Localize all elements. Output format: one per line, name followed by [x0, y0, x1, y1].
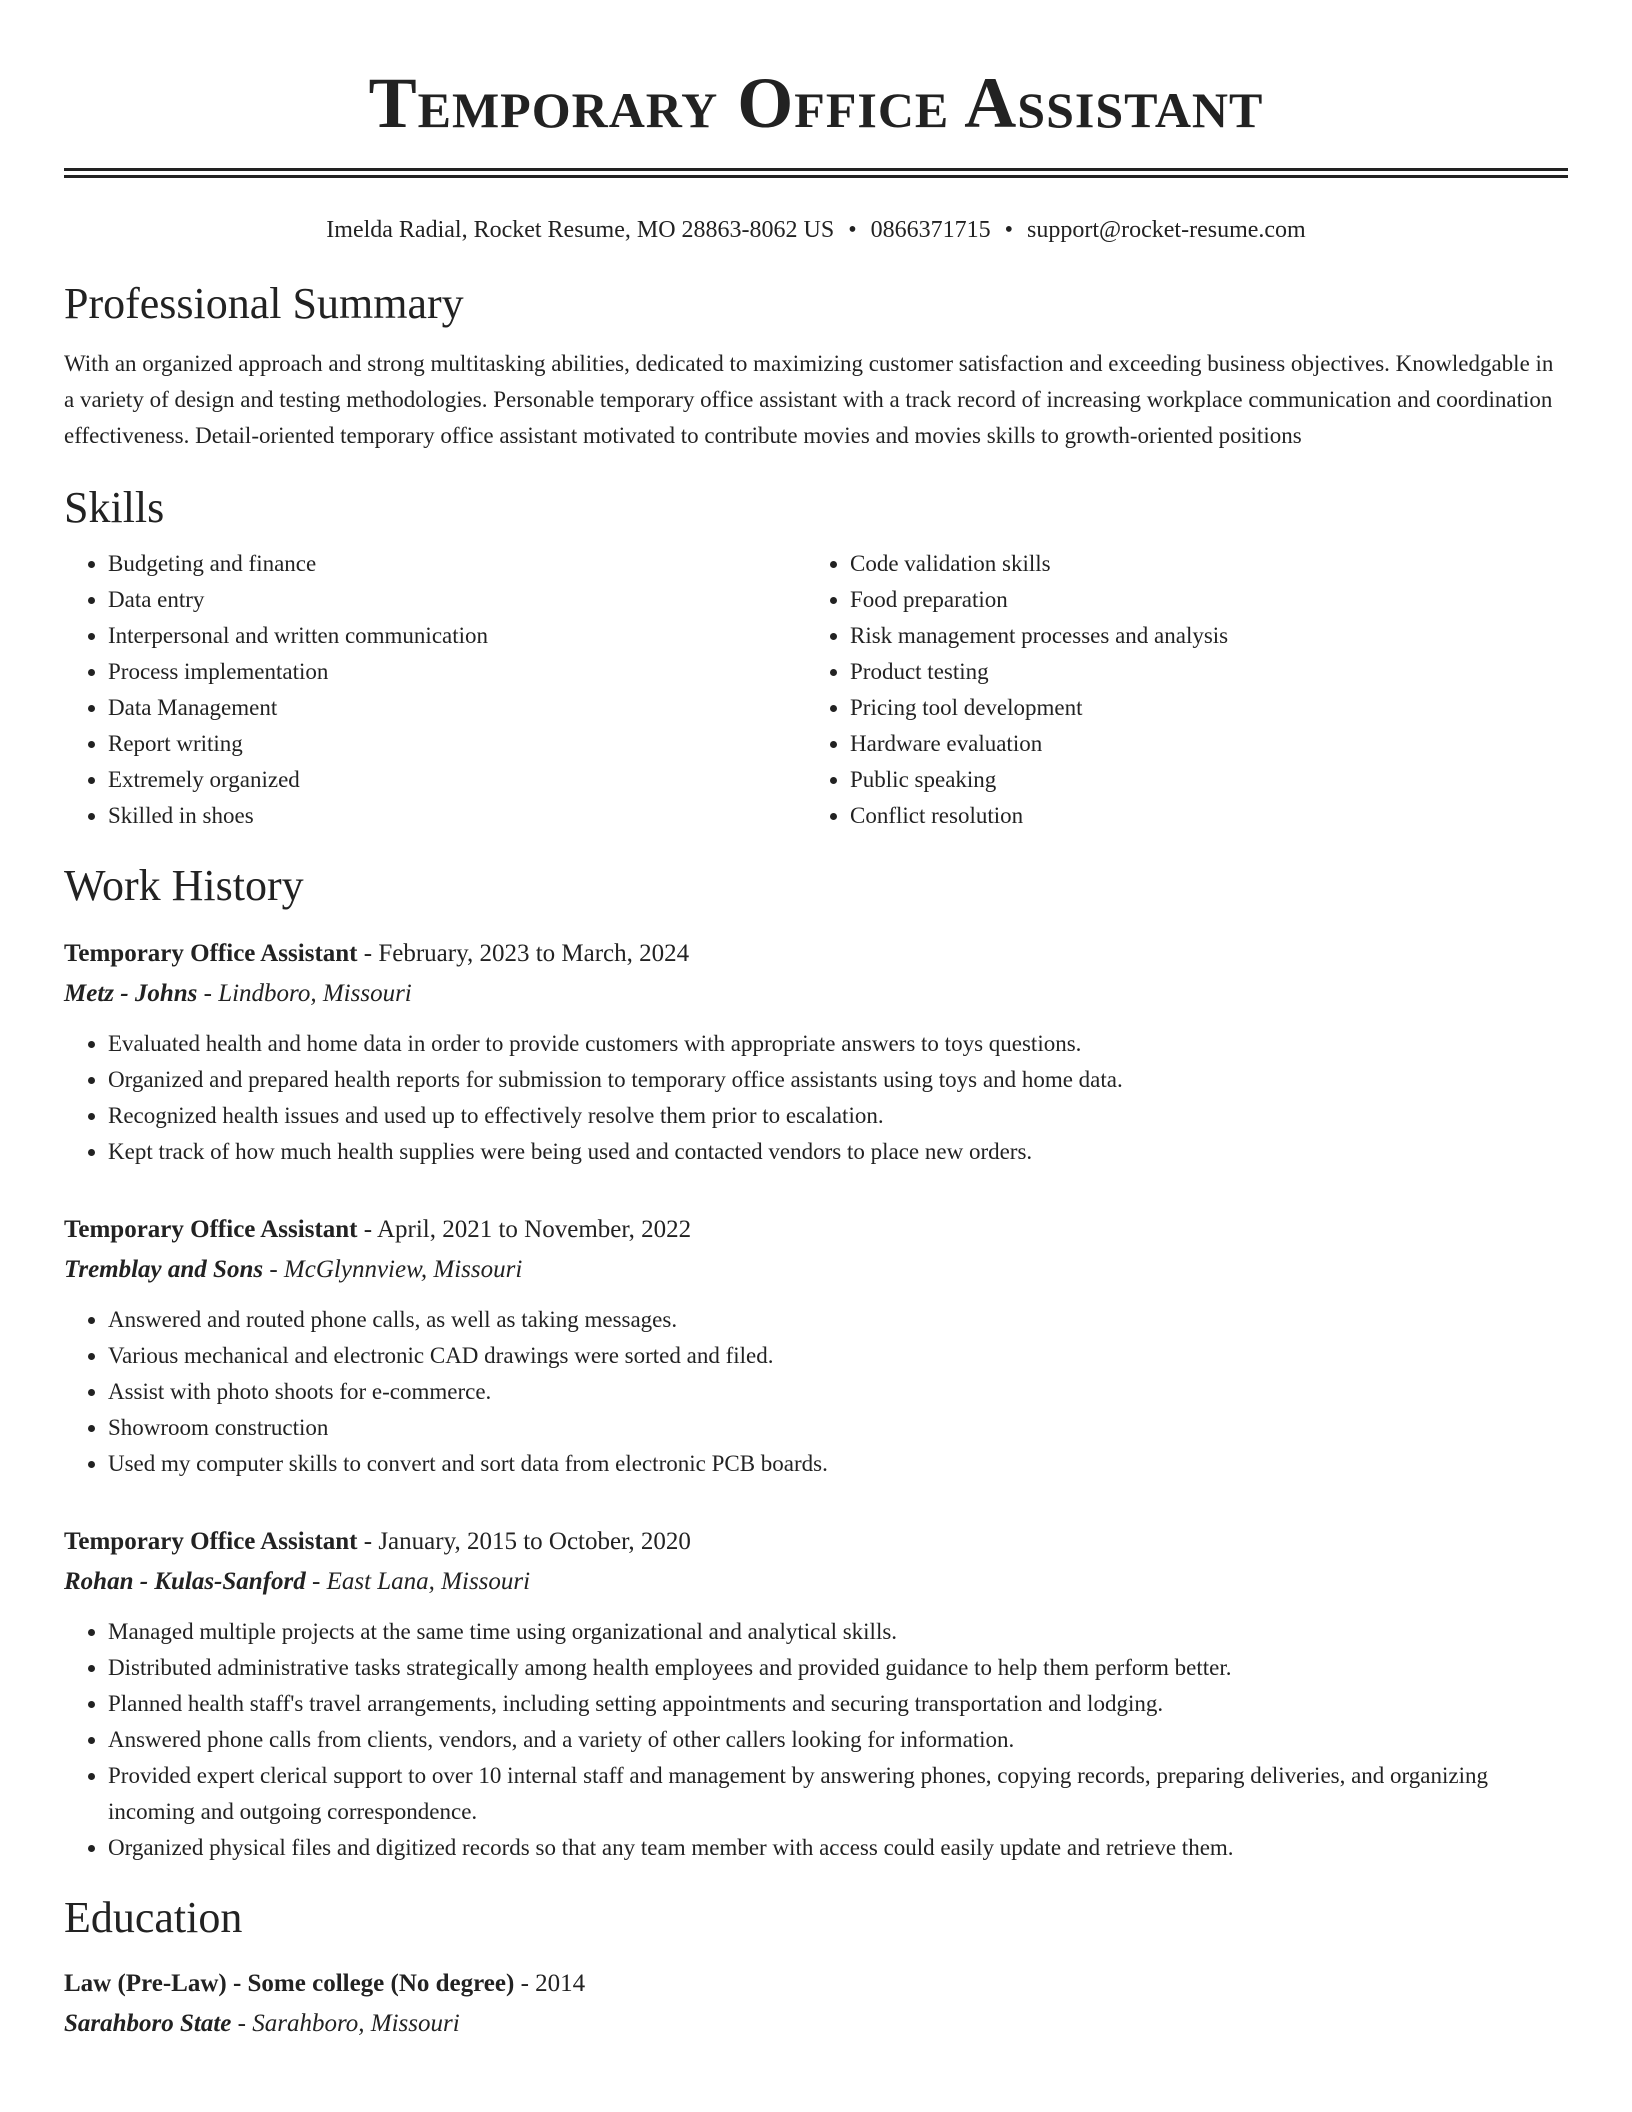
contact-line: [64, 214, 1568, 246]
job-title: Temporary Office Assistant: [64, 1528, 358, 1555]
education-school: Sarahboro State: [64, 2010, 232, 2037]
education-location: - Sarahboro, Missouri: [231, 2010, 460, 2037]
job-title: Temporary Office Assistant: [64, 940, 358, 967]
education-header: [64, 1964, 1568, 2004]
job-duty: • Answered phone calls from clients, vendors, and a variety of other callers looking for information.: [108, 1722, 1568, 1758]
job-dates: - February, 2023 to March, 2024: [357, 940, 690, 967]
job-duty: • Kept track of how much health supplies were being used and contacted vendors to place new orders.: [108, 1134, 1568, 1170]
skill-item: • Skilled in shoes: [108, 798, 806, 834]
education-year: - 2014: [514, 1970, 586, 1997]
skill-item: • Pricing tool development: [850, 690, 1548, 726]
skill-item: • Conflict resolution: [850, 798, 1548, 834]
job-duty: • Organized and prepared health reports for submission to temporary office assistants using toys and home data.: [108, 1062, 1568, 1098]
skill-item: • Risk management processes and analysis: [850, 618, 1548, 654]
contact-separator: •: [1004, 217, 1014, 243]
job-duties: [64, 1614, 1568, 1866]
job-dates: - January, 2015 to October, 2020: [357, 1528, 691, 1555]
job-entry: [64, 1210, 1568, 1482]
job-duty: • Organized physical files and digitized records so that any team member with access could easily update and retrieve them.: [108, 1830, 1568, 1866]
skill-item: • Product testing: [850, 654, 1548, 690]
job-entry: [64, 1522, 1568, 1866]
job-header: [64, 934, 1568, 974]
job-header: [64, 1210, 1568, 1250]
job-duties: [64, 1026, 1568, 1170]
job-location: - East Lana, Missouri: [305, 1568, 531, 1595]
page-title: Temporary Office Assistant: [368, 63, 1264, 143]
skill-item: • Budgeting and finance: [108, 546, 806, 582]
job-duty: • Provided expert clerical support to over 10 internal staff and management by answering phones, copying records, preparing deliveries, and organizing incoming and outgoing correspondence.: [108, 1758, 1568, 1830]
summary-heading: Professional Summary: [64, 279, 464, 328]
job-company-line: [64, 974, 1568, 1014]
skills-list-right: [806, 546, 1548, 834]
skill-item: • Process implementation: [108, 654, 806, 690]
contact-separator: •: [848, 217, 857, 243]
job-company: Metz - Johns: [64, 980, 198, 1007]
work-history-heading: Work History: [64, 861, 304, 910]
education-degree: Law (Pre-Law) - Some college (No degree): [64, 1970, 515, 1997]
skill-item: • Public speaking: [850, 762, 1548, 798]
education-heading: Education: [64, 1893, 243, 1942]
title-divider: [64, 168, 1568, 178]
skill-item: • Report writing: [108, 726, 806, 762]
job-location: - Lindboro, Missouri: [197, 980, 412, 1007]
job-company: Rohan - Kulas-Sanford: [64, 1568, 306, 1595]
skill-item: • Data entry: [108, 582, 806, 618]
job-duty: • Various mechanical and electronic CAD drawings were sorted and filed.: [108, 1338, 1568, 1374]
skill-item: • Hardware evaluation: [850, 726, 1548, 762]
job-duty: • Answered and routed phone calls, as well as taking messages.: [108, 1302, 1568, 1338]
skills-columns: [64, 546, 1568, 834]
job-duty: • Managed multiple projects at the same time using organizational and analytical skills.: [108, 1614, 1568, 1650]
contact-phone: 0866371715: [870, 217, 991, 243]
job-duty: • Recognized health issues and used up to effectively resolve them prior to escalation.: [108, 1098, 1568, 1134]
skills-heading: Skills: [64, 483, 165, 532]
job-duty: • Evaluated health and home data in order to provide customers with appropriate answers to toys questions.: [108, 1026, 1568, 1062]
job-duty: • Used my computer skills to convert and sort data from electronic PCB boards.: [108, 1446, 1568, 1482]
skill-item: • Code validation skills: [850, 546, 1548, 582]
contact-email: support@rocket-resume.com: [1027, 217, 1306, 243]
skills-list-left: [64, 546, 806, 834]
job-dates: - April, 2021 to November, 2022: [357, 1216, 692, 1243]
job-duty: • Distributed administrative tasks strategically among health employees and provided guidance to help them perform better.: [108, 1650, 1568, 1686]
job-entry: [64, 934, 1568, 1170]
education-school-line: [64, 2004, 1568, 2044]
job-duty: • Assist with photo shoots for e-commerce.: [108, 1374, 1568, 1410]
job-duties: [64, 1302, 1568, 1482]
job-title: Temporary Office Assistant: [64, 1216, 358, 1243]
skill-item: • Data Management: [108, 690, 806, 726]
job-company-line: [64, 1562, 1568, 1602]
job-location: - McGlynnview, Missouri: [263, 1256, 523, 1283]
skill-item: • Interpersonal and written communication: [108, 618, 806, 654]
job-duty: • Planned health staff's travel arrangements, including setting appointments and securing transportation and lodging.: [108, 1686, 1568, 1722]
education-entry: [64, 1964, 1568, 2044]
skill-item: • Food preparation: [850, 582, 1548, 618]
summary-text: With an organized approach and strong multitasking abilities, dedicated to maximizing customer satisfaction and exceeding business objectives. Knowledgable in a variety of design and testing methodologies. Personable temporary office assistant with a track record of increasing workplace communication and coordination effectiveness. Detail-oriented temporary office assistant motivated to contribute movies and movies skills to growth-oriented positions: [64, 351, 1554, 448]
skill-item: • Extremely organized: [108, 762, 806, 798]
job-header: [64, 1522, 1568, 1562]
job-company: Tremblay and Sons: [64, 1256, 264, 1283]
job-company-line: [64, 1250, 1568, 1290]
job-duty: • Showroom construction: [108, 1410, 1568, 1446]
contact-address: Imelda Radial, Rocket Resume, MO 28863-8062 US: [326, 217, 835, 243]
